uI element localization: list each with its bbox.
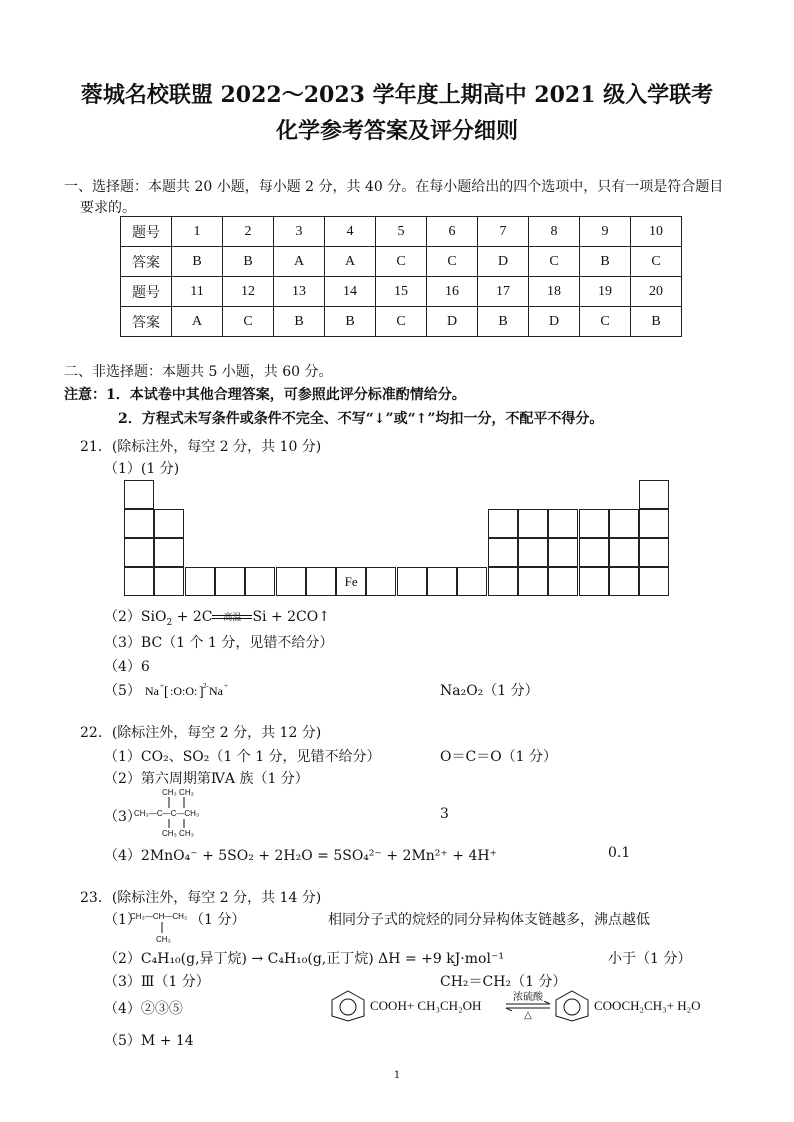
section1-intro-cont: 要求的。: [80, 200, 136, 216]
table-cell: B: [274, 307, 325, 337]
q21-p5-answer: Na₂O₂（1 分）: [440, 683, 539, 699]
table-cell: C: [580, 307, 631, 337]
table-cell: B: [631, 307, 682, 337]
table-cell: 14: [325, 277, 376, 307]
benzene-ring-icon: [326, 988, 370, 1022]
ester-reactant: COOH+ CH₃CH₂OH: [370, 998, 482, 1013]
q23-p5: （5）M + 14: [104, 1033, 194, 1049]
periodic-cell: [579, 567, 609, 596]
periodic-cell: [185, 567, 215, 596]
periodic-cell: [124, 480, 154, 509]
q22-p4: （4）2MnO₄⁻ + 5SO₂ + 2H₂O = 5SO₄²⁻ + 2Mn²⁺ + 4H⁺: [104, 848, 497, 864]
table-cell: B: [580, 247, 631, 277]
periodic-cell: [488, 509, 518, 538]
table-cell: B: [325, 307, 376, 337]
periodic-cell: [488, 567, 518, 596]
periodic-cell: [276, 567, 306, 596]
section2-intro: 二、非选择题：本题共 5 小题，共 60 分。: [64, 364, 333, 380]
periodic-cell: [124, 509, 154, 538]
table-cell: C: [376, 307, 427, 337]
svg-text:CH₃ CH₃: CH₃ CH₃: [162, 788, 194, 797]
svg-text:CH₃: CH₃: [156, 935, 171, 944]
periodic-cell: [639, 567, 669, 596]
svg-text:Na: Na: [209, 684, 224, 698]
svg-text:CH₃—CH—CH₃: CH₃—CH—CH₃: [130, 912, 188, 921]
q23-p1-label: （1）: [104, 912, 141, 928]
table-row: [121, 277, 682, 307]
q21-head: 21．(除标注外，每空 2 分，共 10 分): [80, 439, 322, 455]
periodic-cell: [639, 480, 669, 509]
periodic-cell: [154, 567, 184, 596]
periodic-cell: [548, 538, 578, 567]
periodic-cell: [548, 509, 578, 538]
electron-formula-icon: [145, 681, 229, 701]
periodic-cell: [639, 509, 669, 538]
q22-p3-answer: 3: [440, 806, 449, 822]
q23-p2-answer: 小于（1 分）: [608, 951, 692, 967]
periodic-cell: Fe: [336, 567, 366, 596]
condition-label: 高温: [223, 613, 242, 623]
page-subtitle: 化学参考答案及评分细则: [275, 118, 518, 144]
q23-head: 23．(除标注外，每空 2 分，共 14 分): [80, 890, 322, 906]
periodic-cell: [215, 567, 245, 596]
periodic-cell: [609, 567, 639, 596]
periodic-cell: [548, 567, 578, 596]
note-1: 注意：1．本试卷中其他合理答案，可参照此评分标准酌情给分。: [64, 387, 466, 403]
q23-p1-score: （1 分）: [190, 912, 246, 928]
q22-p1: （1）CO₂、SO₂（1 个 1 分，见错不给分）: [104, 749, 381, 765]
periodic-cell: [366, 567, 396, 596]
table-cell: 7: [478, 217, 529, 247]
table-cell: 11: [172, 277, 223, 307]
svg-text:CH₃—C—C—CH₃: CH₃—C—C—CH₃: [134, 809, 200, 818]
table-header-cell: 答案: [121, 247, 172, 277]
table-cell: 19: [580, 277, 631, 307]
periodic-cell: [154, 538, 184, 567]
table-cell: B: [478, 307, 529, 337]
q21-p2-prefix: （2）SiO: [104, 609, 167, 625]
table-header-cell: 答案: [121, 307, 172, 337]
table-cell: 5: [376, 217, 427, 247]
q21-p5-prefix: （5）: [104, 683, 141, 699]
q23-p2: （2）C₄H₁₀(g,异丁烷) → C₄H₁₀(g,正丁烷) ΔH = +9 kJ·mol⁻¹: [104, 951, 504, 967]
table-cell: C: [631, 247, 682, 277]
table-cell: 13: [274, 277, 325, 307]
table-cell: 2: [223, 217, 274, 247]
periodic-cell: [609, 509, 639, 538]
table-cell: 1: [172, 217, 223, 247]
page-number: 1: [393, 1070, 401, 1081]
q22-p4-answer: 0.1: [608, 845, 631, 861]
svg-text:Na: Na: [145, 684, 160, 698]
table-cell: B: [172, 247, 223, 277]
table-cell: 8: [529, 217, 580, 247]
periodic-cell: [488, 538, 518, 567]
q21-p5: [104, 680, 229, 701]
periodic-cell: [124, 567, 154, 596]
periodic-cell: [154, 509, 184, 538]
q21-p1: （1）(1 分): [104, 461, 180, 477]
table-cell: 16: [427, 277, 478, 307]
q23-p3-answer: CH₂＝CH₂（1 分）: [440, 974, 567, 990]
catalyst-label: 浓硫酸: [513, 992, 543, 1003]
q22-head: 22．(除标注外，每空 2 分，共 12 分): [80, 725, 322, 741]
table-cell: D: [427, 307, 478, 337]
periodic-cell: [609, 538, 639, 567]
q22-p1-answer: O＝C＝O（1 分）: [440, 749, 558, 765]
section1-intro: 一、选择题：本题共 20 小题，每小题 2 分，共 40 分。在每小题给出的四个选项中，只有一项是符合题目: [64, 179, 724, 195]
periodic-cell: [397, 567, 427, 596]
table-cell: C: [529, 247, 580, 277]
table-cell: 10: [631, 217, 682, 247]
table-cell: D: [529, 307, 580, 337]
q21-p2-suffix: Si + 2CO↑: [252, 609, 330, 625]
q21-p4: （4）6: [104, 659, 150, 675]
table-cell: 9: [580, 217, 631, 247]
table-cell: C: [223, 307, 274, 337]
table-cell: A: [325, 247, 376, 277]
periodic-cell: [124, 538, 154, 567]
svg-text:]: ]: [199, 685, 205, 700]
q21-p3: （3）BC（1 个 1 分，见错不给分）: [104, 635, 334, 651]
table-header-cell: 题号: [121, 217, 172, 247]
table-row: [121, 217, 682, 247]
svg-text:[: [: [164, 685, 170, 700]
svg-text:+: +: [224, 682, 229, 690]
table-cell: A: [172, 307, 223, 337]
periodic-cell: [639, 538, 669, 567]
svg-text::O:O:: :O:O:: [170, 684, 198, 698]
table-cell: D: [478, 247, 529, 277]
table-cell: C: [376, 247, 427, 277]
table-row: [121, 307, 682, 337]
table-cell: 12: [223, 277, 274, 307]
periodic-cell: [306, 567, 336, 596]
table-cell: A: [274, 247, 325, 277]
q23-p1-text: 相同分子式的烷烃的同分异构体支链越多，沸点越低: [328, 912, 650, 928]
periodic-cell: [579, 538, 609, 567]
answer-table: [120, 216, 682, 337]
periodic-cell: [457, 567, 487, 596]
isobutane-structure-icon: [130, 906, 190, 946]
heat-label: △: [524, 1010, 532, 1021]
table-cell: B: [223, 247, 274, 277]
periodic-cell: [245, 567, 275, 596]
note-2: 2．方程式未写条件或条件不完全、不写“↓”或“↑”均扣一分，不配平不得分。: [118, 411, 604, 427]
periodic-cell: [518, 567, 548, 596]
table-row: [121, 247, 682, 277]
periodic-cell: [427, 567, 457, 596]
q23-p3: （3）Ⅲ（1 分）: [104, 974, 210, 990]
periodic-cell: [579, 509, 609, 538]
table-cell: 4: [325, 217, 376, 247]
svg-text:+: +: [160, 682, 165, 690]
table-cell: 6: [427, 217, 478, 247]
periodic-cell: [518, 509, 548, 538]
ester-product: COOCH₂CH₃+ H₂O: [594, 998, 701, 1013]
benzene-ring-icon: [550, 988, 594, 1022]
svg-text:2-: 2-: [203, 682, 210, 690]
svg-text:CH₃ CH₃: CH₃ CH₃: [162, 829, 194, 838]
table-cell: 17: [478, 277, 529, 307]
q22-p3-label: （3）: [104, 809, 141, 825]
q21-p2: （2）SiO$_2$ + 2C 高温 Si + 2CO↑: [104, 609, 330, 628]
table-header-cell: 题号: [121, 277, 172, 307]
table-cell: 18: [529, 277, 580, 307]
table-cell: C: [427, 247, 478, 277]
page-title: 蓉城名校联盟 2022～2023 学年度上期高中 2021 级入学联考: [80, 82, 714, 108]
table-cell: 15: [376, 277, 427, 307]
q22-p2: （2）第六周期第ⅣA 族（1 分）: [104, 771, 309, 787]
table-cell: 20: [631, 277, 682, 307]
table-cell: 3: [274, 217, 325, 247]
dimethylbutane-structure-icon: [134, 786, 224, 840]
periodic-cell: [518, 538, 548, 567]
q21-p2-mid: + 2C: [172, 609, 213, 625]
q23-p4: （4）②③⑤: [104, 1001, 183, 1017]
